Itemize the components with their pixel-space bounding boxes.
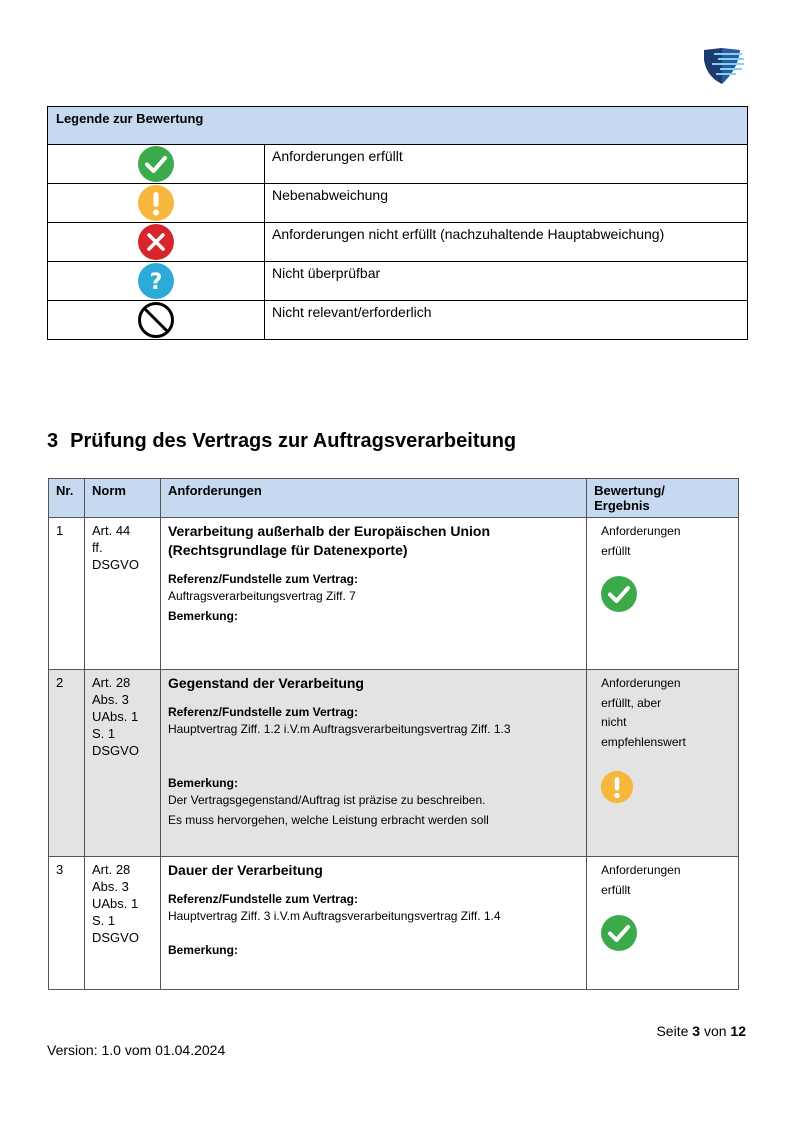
table-header (49, 479, 739, 518)
remark-label: Bemerkung: (167, 609, 238, 623)
remark-label: Bemerkung: (167, 776, 238, 790)
table-row (49, 857, 739, 990)
section-title: Prüfung des Vertrags zur Auftragsverarbeitung (70, 430, 517, 452)
requirement-title: Gegenstand der Verarbeitung (167, 675, 364, 691)
legend-row (48, 223, 748, 262)
audit-table (48, 478, 739, 990)
section-number: 3 (47, 430, 59, 452)
page-number: Seite 3 von 12 (656, 1023, 746, 1039)
row-result: Anforderungen erfüllt (587, 518, 739, 670)
row-number: 1 (49, 518, 85, 670)
legend-label: Nicht relevant/erforderlich (265, 301, 748, 340)
legend-row (48, 145, 748, 184)
row-result: Anforderungen erfüllt (587, 857, 739, 990)
legend-label: Nebenabweichung (265, 184, 748, 223)
requirement-title: Verarbeitung außerhalb der Europäischen Union (Rechtsgrundlage für Datenexporte) (167, 523, 490, 558)
exclamation-circle-orange-icon (137, 184, 175, 222)
header-bewertung: Bewertung/ Ergebnis (587, 479, 739, 518)
x-circle-red-icon (137, 223, 175, 261)
table-row (49, 670, 739, 857)
legend-label: Anforderungen erfüllt (265, 145, 748, 184)
header-norm: Norm (84, 479, 160, 518)
check-circle-green-icon (137, 145, 175, 183)
check-circle-green-icon (600, 575, 638, 613)
requirement-title: Dauer der Verarbeitung (167, 862, 323, 878)
reference-label: Referenz/Fundstelle zum Vertrag: (167, 892, 358, 906)
legend-label: Nicht überprüfbar (265, 262, 748, 301)
header-anforderungen: Anforderungen (160, 479, 586, 518)
legend-title: Legende zur Bewertung (48, 107, 748, 145)
svg-text:?: ? (149, 270, 163, 295)
remark-label: Bemerkung: (167, 943, 238, 957)
header-nr: Nr. (49, 479, 85, 518)
check-circle-green-icon (600, 914, 638, 952)
legend-row (48, 262, 748, 301)
reference-value: Auftragsverarbeitungsvertrag Ziff. 7 (167, 589, 356, 603)
reference-value: Hauptvertrag Ziff. 3 i.V.m Auftragsverarbeitungsvertrag Ziff. 1.4 (167, 909, 501, 923)
row-norm: Art. 28 Abs. 3 UAbs. 1 S. 1 DSGVO (84, 670, 160, 857)
reference-value: Hauptvertrag Ziff. 1.2 i.V.m Auftragsverarbeitungsvertrag Ziff. 1.3 (167, 722, 511, 736)
legend-label: Anforderungen nicht erfüllt (nachzuhaltende Hauptabweichung) (265, 223, 748, 262)
row-number: 3 (49, 857, 85, 990)
row-norm: Art. 28 Abs. 3 UAbs. 1 S. 1 DSGVO (84, 857, 160, 990)
row-requirement (160, 670, 586, 857)
reference-label: Referenz/Fundstelle zum Vertrag: (167, 572, 358, 586)
row-result: Anforderungen erfüllt, aber nicht empfehlenswert (587, 670, 739, 857)
row-norm: Art. 44 ff. DSGVO (84, 518, 160, 670)
question-circle-blue-icon (137, 262, 175, 300)
legend-row (48, 184, 748, 223)
shield-logo (700, 46, 746, 86)
legend-row (48, 301, 748, 340)
table-row (49, 518, 739, 670)
row-number: 2 (49, 670, 85, 857)
version-info: Version: 1.0 vom 01.04.2024 (47, 1042, 226, 1058)
exclamation-circle-orange-icon (600, 770, 634, 804)
row-requirement (160, 857, 586, 990)
legend-table (47, 106, 748, 340)
remark-text: Der Vertragsgegenstand/Auftrag ist präzise zu beschreiben. Es muss hervorgehen, welche Leistung erbracht werden soll (167, 793, 489, 827)
row-requirement (160, 518, 586, 670)
prohibited-circle-icon (137, 301, 175, 339)
section-heading (47, 430, 516, 453)
reference-label: Referenz/Fundstelle zum Vertrag: (167, 705, 358, 719)
